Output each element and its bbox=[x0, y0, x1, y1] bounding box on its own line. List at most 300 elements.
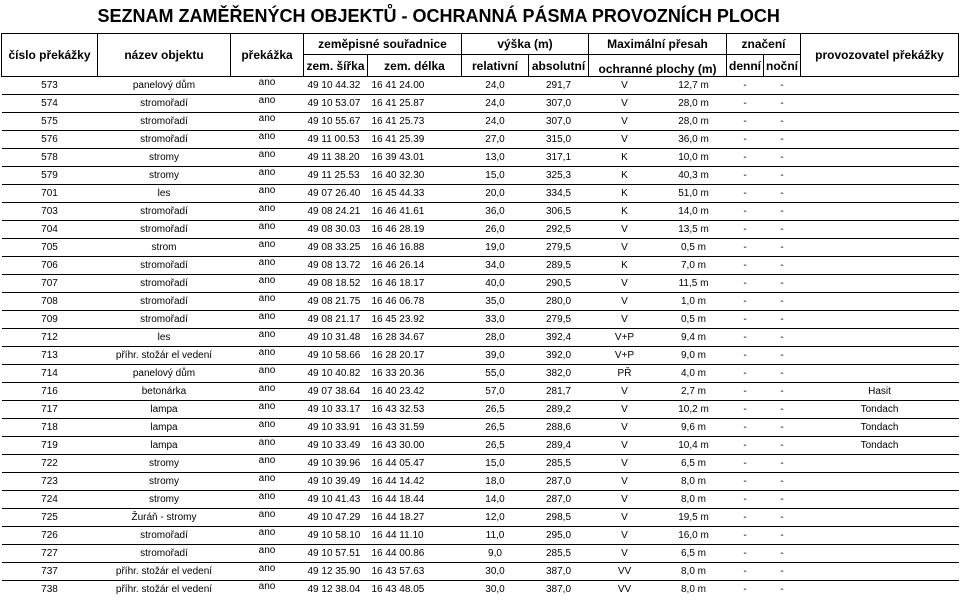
cell-number: 704 bbox=[2, 221, 98, 239]
cell-operator: Tondach bbox=[801, 437, 959, 455]
table-body bbox=[2, 77, 959, 599]
cell-relative-height: 40,0 bbox=[462, 275, 529, 293]
cell-relative-height: 26,5 bbox=[462, 419, 529, 437]
cell-day-marking: - bbox=[727, 329, 764, 347]
cell-operator bbox=[801, 581, 959, 599]
table-row bbox=[2, 131, 959, 149]
cell-obstacle: ano bbox=[231, 311, 304, 329]
cell-night-marking: - bbox=[764, 365, 801, 383]
cell-longitude: 16 28 34.67 bbox=[368, 329, 462, 347]
cell-longitude: 16 43 32.53 bbox=[368, 401, 462, 419]
cell-longitude: 16 41 25.87 bbox=[368, 95, 462, 113]
cell-day-marking: - bbox=[727, 275, 764, 293]
header-delka: zem. délka bbox=[368, 55, 462, 77]
cell-latitude: 49 11 00.53 bbox=[304, 131, 368, 149]
cell-latitude: 49 10 33.49 bbox=[304, 437, 368, 455]
cell-latitude: 49 10 53.07 bbox=[304, 95, 368, 113]
cell-day-marking: - bbox=[727, 581, 764, 599]
cell-operator bbox=[801, 221, 959, 239]
cell-longitude: 16 28 20.17 bbox=[368, 347, 462, 365]
cell-day-marking: - bbox=[727, 221, 764, 239]
cell-name: lampa bbox=[98, 419, 231, 437]
table-row bbox=[2, 275, 959, 293]
cell-overrun: 51,0 m bbox=[661, 185, 727, 203]
cell-day-marking: - bbox=[727, 365, 764, 383]
table-row bbox=[2, 149, 959, 167]
cell-latitude: 49 10 31.48 bbox=[304, 329, 368, 347]
cell-name: stromy bbox=[98, 167, 231, 185]
cell-name: stromořadí bbox=[98, 113, 231, 131]
cell-obstacle: ano bbox=[231, 419, 304, 437]
cell-operator: Tondach bbox=[801, 401, 959, 419]
cell-surface: V bbox=[589, 113, 661, 131]
table-row bbox=[2, 581, 959, 599]
cell-obstacle: ano bbox=[231, 167, 304, 185]
cell-night-marking: - bbox=[764, 527, 801, 545]
cell-obstacle: ano bbox=[231, 527, 304, 545]
cell-relative-height: 39,0 bbox=[462, 347, 529, 365]
cell-number: 725 bbox=[2, 509, 98, 527]
cell-longitude: 16 45 44.33 bbox=[368, 185, 462, 203]
cell-number: 575 bbox=[2, 113, 98, 131]
cell-overrun: 6,5 m bbox=[661, 545, 727, 563]
cell-latitude: 49 10 55.67 bbox=[304, 113, 368, 131]
cell-operator bbox=[801, 275, 959, 293]
cell-overrun: 8,0 m bbox=[661, 473, 727, 491]
cell-name: Žuráň - stromy bbox=[98, 509, 231, 527]
cell-operator bbox=[801, 311, 959, 329]
cell-number: 579 bbox=[2, 167, 98, 185]
cell-night-marking: - bbox=[764, 383, 801, 401]
table-row bbox=[2, 293, 959, 311]
cell-day-marking: - bbox=[727, 473, 764, 491]
cell-longitude: 16 46 18.17 bbox=[368, 275, 462, 293]
cell-night-marking: - bbox=[764, 257, 801, 275]
cell-surface: VV bbox=[589, 563, 661, 581]
cell-latitude: 49 10 39.96 bbox=[304, 455, 368, 473]
cell-surface: V bbox=[589, 491, 661, 509]
cell-number: 724 bbox=[2, 491, 98, 509]
cell-day-marking: - bbox=[727, 527, 764, 545]
cell-night-marking: - bbox=[764, 347, 801, 365]
cell-overrun: 16,0 m bbox=[661, 527, 727, 545]
cell-longitude: 16 44 18.27 bbox=[368, 509, 462, 527]
cell-night-marking: - bbox=[764, 581, 801, 599]
cell-day-marking: - bbox=[727, 257, 764, 275]
cell-day-marking: - bbox=[727, 545, 764, 563]
cell-name: les bbox=[98, 185, 231, 203]
cell-night-marking: - bbox=[764, 419, 801, 437]
cell-surface: V bbox=[589, 545, 661, 563]
table-row bbox=[2, 329, 959, 347]
table-row bbox=[2, 239, 959, 257]
table-row bbox=[2, 347, 959, 365]
cell-number: 738 bbox=[2, 581, 98, 599]
cell-latitude: 49 07 26.40 bbox=[304, 185, 368, 203]
header-prekazka: překážka bbox=[231, 34, 304, 77]
cell-night-marking: - bbox=[764, 545, 801, 563]
cell-relative-height: 26,5 bbox=[462, 401, 529, 419]
cell-absolute-height: 288,6 bbox=[529, 419, 589, 437]
cell-absolute-height: 281,7 bbox=[529, 383, 589, 401]
cell-operator bbox=[801, 545, 959, 563]
cell-day-marking: - bbox=[727, 419, 764, 437]
cell-night-marking: - bbox=[764, 293, 801, 311]
cell-obstacle: ano bbox=[231, 293, 304, 311]
table-row bbox=[2, 437, 959, 455]
cell-number: 709 bbox=[2, 311, 98, 329]
cell-surface: V bbox=[589, 95, 661, 113]
cell-relative-height: 13,0 bbox=[462, 149, 529, 167]
cell-operator bbox=[801, 149, 959, 167]
cell-longitude: 16 41 24.00 bbox=[368, 77, 462, 95]
cell-latitude: 49 10 41.43 bbox=[304, 491, 368, 509]
cell-longitude: 16 46 16.88 bbox=[368, 239, 462, 257]
cell-day-marking: - bbox=[727, 239, 764, 257]
cell-obstacle: ano bbox=[231, 581, 304, 599]
cell-relative-height: 30,0 bbox=[462, 581, 529, 599]
cell-latitude: 49 08 18.52 bbox=[304, 275, 368, 293]
cell-latitude: 49 10 44.32 bbox=[304, 77, 368, 95]
cell-absolute-height: 387,0 bbox=[529, 581, 589, 599]
cell-overrun: 13,5 m bbox=[661, 221, 727, 239]
cell-longitude: 16 46 28.19 bbox=[368, 221, 462, 239]
cell-longitude: 16 41 25.39 bbox=[368, 131, 462, 149]
table-row bbox=[2, 257, 959, 275]
cell-number: 723 bbox=[2, 473, 98, 491]
cell-latitude: 49 08 21.17 bbox=[304, 311, 368, 329]
cell-relative-height: 30,0 bbox=[462, 563, 529, 581]
table-row bbox=[2, 185, 959, 203]
cell-day-marking: - bbox=[727, 293, 764, 311]
cell-number: 718 bbox=[2, 419, 98, 437]
cell-night-marking: - bbox=[764, 401, 801, 419]
cell-absolute-height: 295,0 bbox=[529, 527, 589, 545]
cell-obstacle: ano bbox=[231, 221, 304, 239]
cell-relative-height: 28,0 bbox=[462, 329, 529, 347]
cell-overrun: 36,0 m bbox=[661, 131, 727, 149]
cell-obstacle: ano bbox=[231, 455, 304, 473]
cell-longitude: 16 46 26.14 bbox=[368, 257, 462, 275]
cell-longitude: 16 44 18.44 bbox=[368, 491, 462, 509]
cell-latitude: 49 10 58.66 bbox=[304, 347, 368, 365]
table-row bbox=[2, 95, 959, 113]
cell-name: lampa bbox=[98, 437, 231, 455]
cell-absolute-height: 392,0 bbox=[529, 347, 589, 365]
cell-surface: V bbox=[589, 419, 661, 437]
cell-longitude: 16 43 48.05 bbox=[368, 581, 462, 599]
cell-number: 722 bbox=[2, 455, 98, 473]
header-relativni: relativní bbox=[462, 55, 529, 77]
header-nocni: noční bbox=[764, 55, 801, 77]
cell-obstacle: ano bbox=[231, 437, 304, 455]
cell-absolute-height: 387,0 bbox=[529, 563, 589, 581]
cell-name: panelový dům bbox=[98, 365, 231, 383]
cell-night-marking: - bbox=[764, 221, 801, 239]
cell-relative-height: 36,0 bbox=[462, 203, 529, 221]
cell-latitude: 49 10 40.82 bbox=[304, 365, 368, 383]
cell-overrun: 0,5 m bbox=[661, 239, 727, 257]
cell-operator bbox=[801, 365, 959, 383]
cell-absolute-height: 307,0 bbox=[529, 95, 589, 113]
cell-name: stromořadí bbox=[98, 95, 231, 113]
cell-longitude: 16 44 00.86 bbox=[368, 545, 462, 563]
cell-overrun: 10,4 m bbox=[661, 437, 727, 455]
cell-surface: PŘ bbox=[589, 365, 661, 383]
cell-operator bbox=[801, 113, 959, 131]
cell-latitude: 49 10 33.91 bbox=[304, 419, 368, 437]
cell-surface: V bbox=[589, 131, 661, 149]
cell-overrun: 8,0 m bbox=[661, 491, 727, 509]
cell-day-marking: - bbox=[727, 95, 764, 113]
cell-surface: V bbox=[589, 293, 661, 311]
cell-day-marking: - bbox=[727, 167, 764, 185]
cell-number: 705 bbox=[2, 239, 98, 257]
cell-day-marking: - bbox=[727, 113, 764, 131]
header-denni: denní bbox=[727, 55, 764, 77]
cell-obstacle: ano bbox=[231, 383, 304, 401]
cell-surface: V bbox=[589, 311, 661, 329]
cell-number: 737 bbox=[2, 563, 98, 581]
cell-night-marking: - bbox=[764, 509, 801, 527]
cell-obstacle: ano bbox=[231, 239, 304, 257]
cell-relative-height: 20,0 bbox=[462, 185, 529, 203]
cell-relative-height: 27,0 bbox=[462, 131, 529, 149]
header-sirka: zem. šířka bbox=[304, 55, 368, 77]
cell-operator bbox=[801, 473, 959, 491]
header-znaceni: značení bbox=[727, 34, 801, 55]
table-row bbox=[2, 383, 959, 401]
cell-surface: V bbox=[589, 473, 661, 491]
cell-night-marking: - bbox=[764, 239, 801, 257]
cell-overrun: 28,0 m bbox=[661, 113, 727, 131]
cell-relative-height: 14,0 bbox=[462, 491, 529, 509]
cell-night-marking: - bbox=[764, 473, 801, 491]
cell-relative-height: 55,0 bbox=[462, 365, 529, 383]
cell-absolute-height: 306,5 bbox=[529, 203, 589, 221]
cell-operator bbox=[801, 77, 959, 95]
cell-operator bbox=[801, 131, 959, 149]
cell-number: 727 bbox=[2, 545, 98, 563]
cell-absolute-height: 307,0 bbox=[529, 113, 589, 131]
cell-absolute-height: 291,7 bbox=[529, 77, 589, 95]
cell-name: příhr. stožár el vedení bbox=[98, 563, 231, 581]
cell-day-marking: - bbox=[727, 203, 764, 221]
cell-name: stromořadí bbox=[98, 221, 231, 239]
cell-surface: V bbox=[589, 509, 661, 527]
cell-absolute-height: 279,5 bbox=[529, 311, 589, 329]
cell-obstacle: ano bbox=[231, 275, 304, 293]
cell-number: 713 bbox=[2, 347, 98, 365]
cell-longitude: 16 40 23.42 bbox=[368, 383, 462, 401]
cell-absolute-height: 285,5 bbox=[529, 545, 589, 563]
cell-night-marking: - bbox=[764, 275, 801, 293]
cell-surface: K bbox=[589, 257, 661, 275]
cell-latitude: 49 08 33.25 bbox=[304, 239, 368, 257]
cell-longitude: 16 44 14.42 bbox=[368, 473, 462, 491]
cell-absolute-height: 289,2 bbox=[529, 401, 589, 419]
cell-longitude: 16 43 30.00 bbox=[368, 437, 462, 455]
table-row bbox=[2, 401, 959, 419]
cell-longitude: 16 39 43.01 bbox=[368, 149, 462, 167]
cell-name: stromořadí bbox=[98, 293, 231, 311]
cell-night-marking: - bbox=[764, 77, 801, 95]
cell-latitude: 49 12 35.90 bbox=[304, 563, 368, 581]
cell-night-marking: - bbox=[764, 455, 801, 473]
cell-relative-height: 24,0 bbox=[462, 95, 529, 113]
cell-absolute-height: 392,4 bbox=[529, 329, 589, 347]
cell-longitude: 16 46 06.78 bbox=[368, 293, 462, 311]
cell-latitude: 49 08 24.21 bbox=[304, 203, 368, 221]
cell-name: stromořadí bbox=[98, 527, 231, 545]
cell-absolute-height: 287,0 bbox=[529, 473, 589, 491]
cell-operator bbox=[801, 563, 959, 581]
cell-night-marking: - bbox=[764, 563, 801, 581]
cell-obstacle: ano bbox=[231, 77, 304, 95]
cell-number: 706 bbox=[2, 257, 98, 275]
cell-latitude: 49 08 30.03 bbox=[304, 221, 368, 239]
header-provozovatel: provozovatel překážky bbox=[801, 34, 959, 77]
cell-latitude: 49 10 57.51 bbox=[304, 545, 368, 563]
cell-absolute-height: 285,5 bbox=[529, 455, 589, 473]
cell-latitude: 49 10 58.10 bbox=[304, 527, 368, 545]
cell-relative-height: 15,0 bbox=[462, 167, 529, 185]
cell-operator bbox=[801, 491, 959, 509]
cell-surface: K bbox=[589, 185, 661, 203]
cell-longitude: 16 44 05.47 bbox=[368, 455, 462, 473]
cell-absolute-height: 298,5 bbox=[529, 509, 589, 527]
cell-day-marking: - bbox=[727, 149, 764, 167]
cell-operator bbox=[801, 239, 959, 257]
header-absolutni: absolutní bbox=[529, 55, 589, 77]
cell-overrun: 9,4 m bbox=[661, 329, 727, 347]
cell-obstacle: ano bbox=[231, 149, 304, 167]
cell-overrun: 11,5 m bbox=[661, 275, 727, 293]
cell-day-marking: - bbox=[727, 455, 764, 473]
cell-absolute-height: 290,5 bbox=[529, 275, 589, 293]
cell-obstacle: ano bbox=[231, 545, 304, 563]
header-cislo: číslo překážky bbox=[2, 34, 98, 77]
cell-operator bbox=[801, 293, 959, 311]
cell-obstacle: ano bbox=[231, 185, 304, 203]
cell-name: betonárka bbox=[98, 383, 231, 401]
cell-surface: K bbox=[589, 203, 661, 221]
cell-operator bbox=[801, 509, 959, 527]
table-row bbox=[2, 545, 959, 563]
cell-relative-height: 11,0 bbox=[462, 527, 529, 545]
cell-number: 712 bbox=[2, 329, 98, 347]
table-row bbox=[2, 491, 959, 509]
cell-name: stromy bbox=[98, 491, 231, 509]
cell-relative-height: 34,0 bbox=[462, 257, 529, 275]
cell-absolute-height: 289,4 bbox=[529, 437, 589, 455]
cell-absolute-height: 325,3 bbox=[529, 167, 589, 185]
page-title: SEZNAM ZAMĚŘENÝCH OBJEKTŮ - OCHRANNÁ PÁSMA PROVOZNÍCH PLOCH bbox=[98, 0, 959, 34]
cell-night-marking: - bbox=[764, 203, 801, 221]
cell-name: les bbox=[98, 329, 231, 347]
cell-obstacle: ano bbox=[231, 329, 304, 347]
cell-number: 716 bbox=[2, 383, 98, 401]
cell-overrun: 12,7 m bbox=[661, 77, 727, 95]
cell-obstacle: ano bbox=[231, 113, 304, 131]
cell-longitude: 16 41 25.73 bbox=[368, 113, 462, 131]
cell-name: lampa bbox=[98, 401, 231, 419]
table-row bbox=[2, 311, 959, 329]
cell-operator: Hasit bbox=[801, 383, 959, 401]
cell-overrun: 1,0 m bbox=[661, 293, 727, 311]
cell-name: stromy bbox=[98, 473, 231, 491]
cell-relative-height: 15,0 bbox=[462, 455, 529, 473]
cell-number: 708 bbox=[2, 293, 98, 311]
cell-night-marking: - bbox=[764, 95, 801, 113]
cell-longitude: 16 33 20.36 bbox=[368, 365, 462, 383]
header-souradnice: zeměpisné souřadnice bbox=[304, 34, 462, 55]
header-presah-bottom: ochranné plochy (m) bbox=[589, 55, 727, 77]
cell-latitude: 49 08 21.75 bbox=[304, 293, 368, 311]
cell-latitude: 49 11 25.53 bbox=[304, 167, 368, 185]
cell-operator bbox=[801, 347, 959, 365]
cell-latitude: 49 08 13.72 bbox=[304, 257, 368, 275]
cell-number: 701 bbox=[2, 185, 98, 203]
cell-name: strom bbox=[98, 239, 231, 257]
cell-number: 714 bbox=[2, 365, 98, 383]
cell-name: stromy bbox=[98, 455, 231, 473]
cell-surface: V+P bbox=[589, 347, 661, 365]
cell-name: stromořadí bbox=[98, 275, 231, 293]
table-row bbox=[2, 563, 959, 581]
cell-overrun: 8,0 m bbox=[661, 563, 727, 581]
cell-name: stromořadí bbox=[98, 131, 231, 149]
cell-operator bbox=[801, 455, 959, 473]
cell-night-marking: - bbox=[764, 185, 801, 203]
cell-number: 578 bbox=[2, 149, 98, 167]
cell-absolute-height: 315,0 bbox=[529, 131, 589, 149]
cell-absolute-height: 279,5 bbox=[529, 239, 589, 257]
cell-longitude: 16 40 32.30 bbox=[368, 167, 462, 185]
cell-day-marking: - bbox=[727, 383, 764, 401]
cell-number: 573 bbox=[2, 77, 98, 95]
cell-relative-height: 9,0 bbox=[462, 545, 529, 563]
cell-day-marking: - bbox=[727, 77, 764, 95]
cell-day-marking: - bbox=[727, 311, 764, 329]
cell-longitude: 16 45 23.92 bbox=[368, 311, 462, 329]
cell-operator bbox=[801, 185, 959, 203]
cell-name: stromořadí bbox=[98, 257, 231, 275]
cell-relative-height: 26,0 bbox=[462, 221, 529, 239]
cell-absolute-height: 317,1 bbox=[529, 149, 589, 167]
cell-night-marking: - bbox=[764, 329, 801, 347]
cell-latitude: 49 10 33.17 bbox=[304, 401, 368, 419]
cell-relative-height: 33,0 bbox=[462, 311, 529, 329]
cell-operator bbox=[801, 257, 959, 275]
cell-name: příhr. stožár el vedení bbox=[98, 581, 231, 599]
cell-name: stromořadí bbox=[98, 545, 231, 563]
cell-surface: V bbox=[589, 383, 661, 401]
cell-overrun: 28,0 m bbox=[661, 95, 727, 113]
cell-day-marking: - bbox=[727, 491, 764, 509]
cell-longitude: 16 43 31.59 bbox=[368, 419, 462, 437]
cell-longitude: 16 44 11.10 bbox=[368, 527, 462, 545]
cell-name: panelový dům bbox=[98, 77, 231, 95]
cell-operator bbox=[801, 329, 959, 347]
cell-operator: Tondach bbox=[801, 419, 959, 437]
cell-longitude: 16 46 41.61 bbox=[368, 203, 462, 221]
table-row bbox=[2, 77, 959, 95]
table-row bbox=[2, 419, 959, 437]
cell-overrun: 8,0 m bbox=[661, 581, 727, 599]
cell-number: 719 bbox=[2, 437, 98, 455]
cell-absolute-height: 280,0 bbox=[529, 293, 589, 311]
